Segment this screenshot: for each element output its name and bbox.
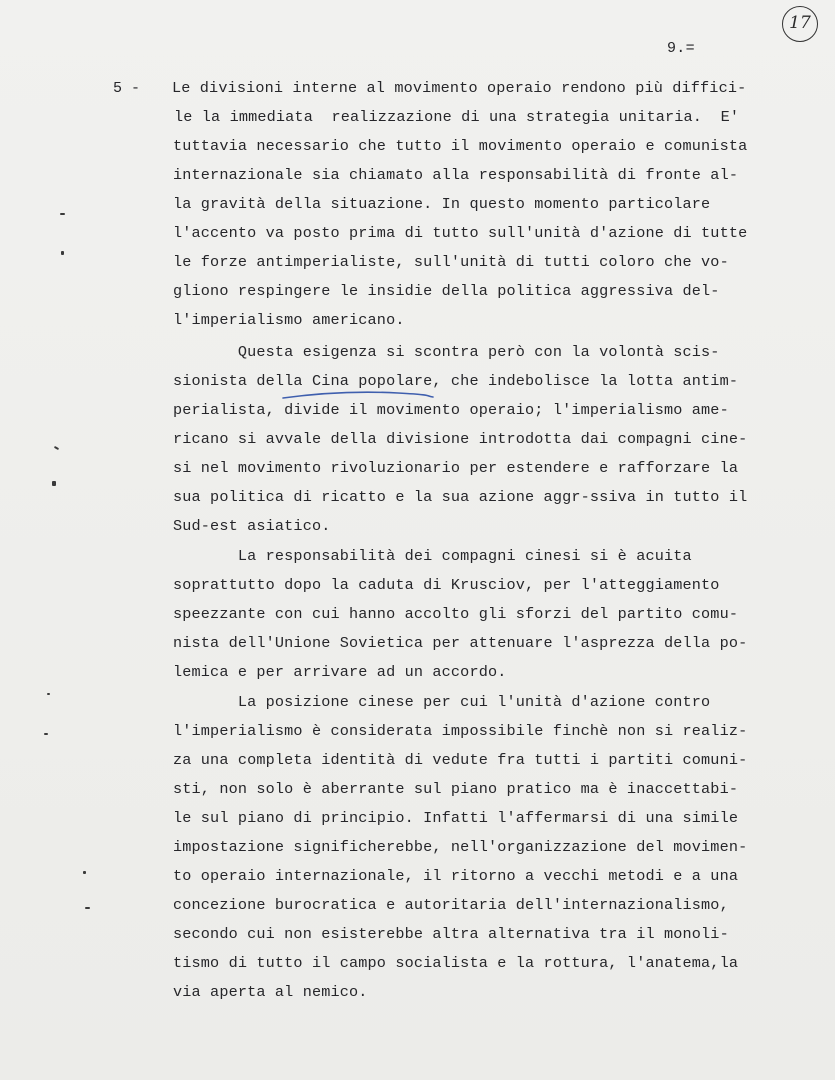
archive-stamp-number: 17 — [782, 6, 818, 42]
text-line: sua politica di ricatto e la sua azione aggr-ssiva in tutto il — [173, 488, 748, 506]
text-line: impostazione significherebbe, nell'organizzazione del movimen- — [173, 838, 748, 856]
text-line: concezione burocratica e autoritaria dell'internazionalismo, — [173, 896, 729, 914]
text-line: via aperta al nemico. — [173, 983, 368, 1001]
text-line: perialista, divide il movimento operaio; l'imperialismo ame- — [173, 401, 729, 419]
text-line: tismo di tutto il campo socialista e la rottura, l'anatema,la — [173, 954, 739, 972]
text-line: le forze antimperialiste, sull'unità di tutti coloro che vo- — [173, 253, 729, 271]
text-line: sionista della Cina popolare, che indebolisce la lotta antim- — [173, 372, 739, 390]
text-line: Sud-est asiatico. — [173, 517, 331, 535]
section-number: 5 - — [113, 80, 141, 97]
text-line: soprattutto dopo la caduta di Krusciov, per l'atteggiamento — [173, 576, 720, 594]
text-line: to operaio internazionale, il ritorno a vecchi metodi e a una — [173, 867, 739, 885]
text-line: l'imperialismo americano. — [173, 311, 405, 329]
text-line: internazionale sia chiamato alla responsabilità di fronte al- — [173, 166, 739, 184]
text-line: l'accento va posto prima di tutto sull'unità d'azione di tutte — [173, 224, 748, 242]
text-line: ricano si avvale della divisione introdotta dai compagni cine- — [173, 430, 748, 448]
text-line: le la immediata realizzazione di una strategia unitaria. E' — [174, 108, 740, 126]
text-line: tuttavia necessario che tutto il movimento operaio e comunista — [173, 137, 748, 155]
text-line: La posizione cinese per cui l'unità d'azione contro — [173, 693, 711, 711]
text-line: la gravità della situazione. In questo momento particolare — [173, 195, 711, 213]
text-line: le sul piano di principio. Infatti l'affermarsi di una simile — [173, 809, 739, 827]
text-line: lemica e per arrivare ad un accordo. — [173, 663, 507, 681]
text-line: La responsabilità dei compagni cinesi si è acuita — [173, 547, 692, 565]
text-line: sti, non solo è aberrante sul piano pratico ma è inaccettabi- — [173, 780, 739, 798]
text-line: nista dell'Unione Sovietica per attenuare l'asprezza della po- — [173, 634, 748, 652]
page-number: 9.= — [667, 40, 695, 57]
text-line: secondo cui non esisterebbe altra alternativa tra il monoli- — [173, 925, 729, 943]
text-line: za una completa identità di vedute fra tutti i partiti comuni- — [173, 751, 748, 769]
text-line: Questa esigenza si scontra però con la volontà scis- — [173, 343, 720, 361]
text-line: Le divisioni interne al movimento operaio rendono più diffici- — [172, 79, 747, 97]
text-line: l'imperialismo è considerata impossibile finchè non si realiz- — [173, 722, 748, 740]
text-line: speezzante con cui hanno accolto gli sforzi del partito comu- — [173, 605, 739, 623]
text-line: si nel movimento rivoluzionario per estendere e rafforzare la — [173, 459, 739, 477]
text-line: gliono respingere le insidie della politica aggressiva del- — [173, 282, 720, 300]
